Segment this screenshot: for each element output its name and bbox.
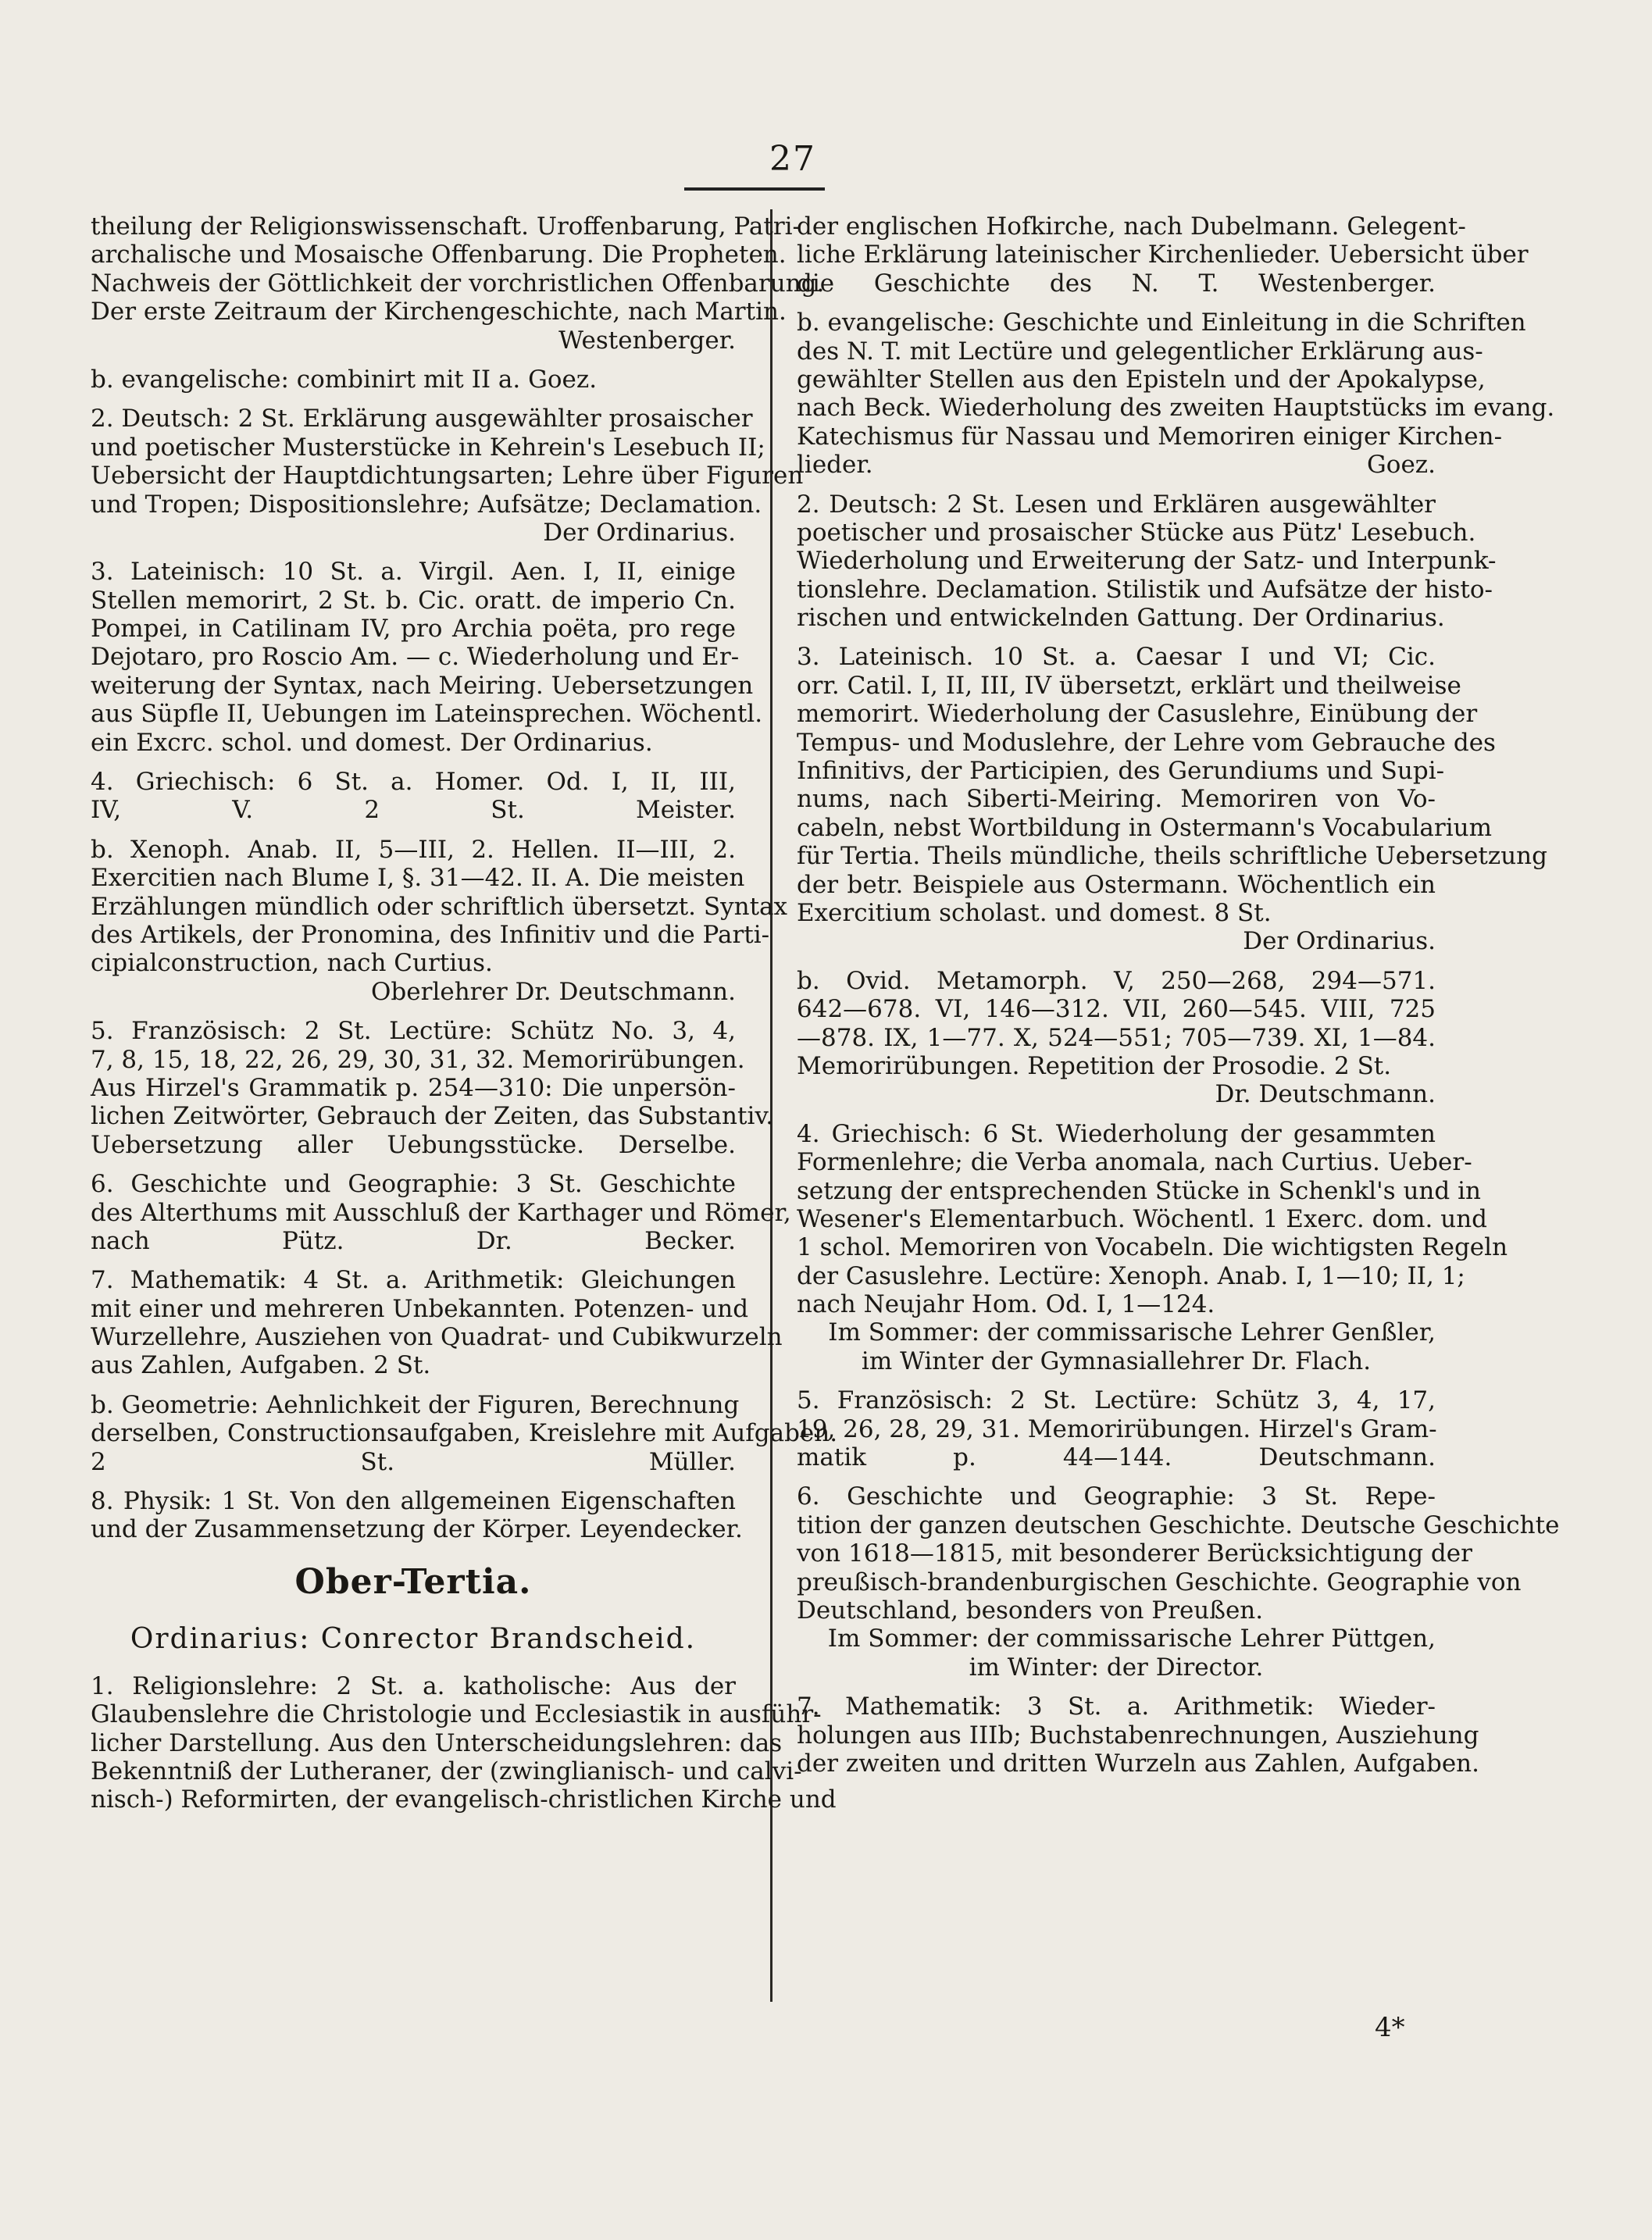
section-heading: Ober-Tertia. <box>294 1561 532 1602</box>
text-line: nach Beck. Wiederholung des zweiten Hauptstücks im evang. <box>797 394 1555 423</box>
sheet-signature: 4* <box>1375 2012 1405 2043</box>
paragraph <box>91 1671 837 1814</box>
text-line: preußisch-brandenburgischen Geschichte. Geographie von <box>797 1568 1522 1596</box>
text-line: poetischer und prosaischer Stücke aus Pütz' Lesebuch. <box>797 518 1476 547</box>
text-line: memorirt. Wiederholung der Casuslehre, Einübung der <box>797 700 1478 729</box>
text-line: 6. Geschichte und Geographie: 3 St. Geschichte <box>91 1170 736 1199</box>
text-line: Wiederholung und Erweiterung der Satz- und Interpunk- <box>797 547 1497 576</box>
text-line: des Alterthums mit Ausschluß der Karthager und Römer, <box>91 1198 791 1227</box>
text-line: lieder. Goez. <box>797 451 1436 480</box>
text-line: Pompei, in Catilinam IV, pro Archia poëta, pro rege <box>91 615 736 644</box>
text-line: Oberlehrer Dr. Deutschmann. <box>371 977 736 1006</box>
text-line: nums, nach Siberti-Meiring. Memoriren von Vo- <box>797 785 1436 814</box>
paragraph <box>797 490 1497 633</box>
text-line: und Tropen; Dispositionslehre; Aufsätze; Declamation. <box>91 490 762 519</box>
text-line: lichen Zeitwörter, Gebrauch der Zeiten, das Substantiv. <box>91 1102 774 1131</box>
text-line: 642—678. VI, 146—312. VII, 260—545. VIII, 725 <box>797 995 1436 1024</box>
text-line: 7. Mathematik: 3 St. a. Arithmetik: Wieder- <box>797 1692 1436 1721</box>
text-line: Glaubenslehre die Christologie und Ecclesiastik in ausführ- <box>91 1700 822 1729</box>
paragraph-gap <box>797 1682 1436 1692</box>
paragraph <box>797 212 1529 298</box>
text-line: 5. Französisch: 2 St. Lectüre: Schütz No. 3, 4, <box>91 1017 736 1046</box>
text-line: 1 schol. Memoriren von Vocabeln. Die wichtigsten Regeln <box>797 1233 1508 1262</box>
text-line: Nachweis der Göttlichkeit der vorchristlichen Offenbarung. <box>91 269 825 298</box>
text-line: Tempus- und Moduslehre, der Lehre vom Gebrauche des <box>797 728 1496 757</box>
text-line: Aus Hirzel's Grammatik p. 254—310: Die unpersön- <box>91 1073 736 1102</box>
text-line: 7, 8, 15, 18, 22, 26, 29, 30, 31, 32. Memorirübungen. <box>91 1045 745 1074</box>
text-line: —878. IX, 1—77. X, 524—551; 705—739. XI, 1—84. <box>797 1023 1436 1052</box>
text-line: b. Ovid. Metamorph. V, 250—268, 294—571. <box>797 966 1436 995</box>
text-line: 19, 26, 28, 29, 31. Memorirübungen. Hirzel's Gram- <box>797 1414 1437 1443</box>
text-line: 7. Mathematik: 4 St. a. Arithmetik: Gleichungen <box>91 1266 736 1295</box>
text-line: 3. Lateinisch. 10 St. a. Caesar I und VI; Cic. <box>797 643 1436 672</box>
text-line: 8. Physik: 1 St. Von den allgemeinen Eigenschaften <box>91 1487 736 1516</box>
text-line: tition der ganzen deutschen Geschichte. Deutsche Geschichte <box>797 1511 1560 1539</box>
text-line: IV, V. 2 St. Meister. <box>91 796 736 825</box>
text-line: 3. Lateinisch: 10 St. a. Virgil. Aen. I, II, einige <box>91 558 736 587</box>
text-line: holungen aus IIIb; Buchstabenrechnungen, Ausziehung <box>797 1721 1479 1750</box>
text-line: der zweiten und dritten Wurzeln aus Zahlen, Aufgaben. <box>797 1749 1479 1778</box>
paragraph-gap <box>91 1661 736 1672</box>
paragraph-gap <box>91 1255 736 1266</box>
text-line: Formenlehre; die Verba anomala, nach Curtius. Ueber- <box>797 1148 1472 1177</box>
text-line: Der Ordinarius. <box>1243 927 1436 956</box>
text-line: b. Xenoph. Anab. II, 5—III, 2. Hellen. II—III, 2. <box>91 835 736 864</box>
paragraph <box>797 1482 1560 1682</box>
right-column <box>797 212 1560 1778</box>
text-line: setzung der entsprechenden Stücke in Schenkl's und in <box>797 1176 1481 1205</box>
paragraph-gap <box>797 1109 1436 1120</box>
text-line: des Artikels, der Pronomina, des Infinitiv und die Parti- <box>91 920 770 949</box>
text-line: der englischen Hofkirche, nach Dubelmann. Gelegent- <box>797 212 1466 241</box>
text-line: im Winter der Gymnasiallehrer Dr. Flach. <box>861 1346 1372 1375</box>
text-line: Exercitium scholast. und domest. 8 St. <box>797 898 1272 927</box>
text-line: und poetischer Musterstücke in Kehrein's Lesebuch II; <box>91 433 765 462</box>
text-line: Der erste Zeitraum der Kirchengeschichte, nach Martin. <box>91 298 787 326</box>
text-line: tionslehre. Declamation. Stilistik und Aufsätze der histo- <box>797 575 1493 604</box>
text-line: die Geschichte des N. T. Westenberger. <box>797 269 1436 298</box>
text-line: Der Ordinarius. <box>543 518 736 547</box>
paragraph <box>797 1119 1508 1376</box>
text-line: nach Neujahr Hom. Od. I, 1—124. <box>797 1290 1215 1319</box>
text-line: für Tertia. Theils mündliche, theils schriftliche Uebersetzung <box>797 842 1547 871</box>
text-line: im Winter: der Director. <box>969 1653 1264 1682</box>
paragraph-gap <box>797 1375 1436 1386</box>
text-line: Stellen memorirt, 2 St. b. Cic. oratt. de imperio Cn. <box>91 586 736 615</box>
text-line: nach Pütz. Dr. Becker. <box>91 1226 736 1255</box>
paragraph <box>91 768 736 825</box>
text-line: cabeln, nebst Wortbildung in Ostermann's Vocabularium <box>797 813 1492 842</box>
text-line: 5. Französisch: 2 St. Lectüre: Schütz 3, 4, 17, <box>797 1386 1436 1415</box>
text-line: 6. Geschichte und Geographie: 3 St. Repe- <box>797 1482 1436 1511</box>
page-number-rule <box>684 187 825 191</box>
paragraph-gap <box>91 1544 736 1555</box>
paragraph <box>797 643 1547 956</box>
text-line: b. Geometrie: Aehnlichkeit der Figuren, Berechnung <box>91 1390 740 1419</box>
text-line: b. evangelische: Geschichte und Einleitung in die Schriften <box>797 309 1526 337</box>
text-line: Wesener's Elementarbuch. Wöchentl. 1 Exerc. dom. und <box>797 1204 1487 1233</box>
paragraph-gap <box>797 480 1436 490</box>
paragraph-gap <box>91 355 736 366</box>
paragraph-gap <box>91 1476 736 1487</box>
text-line: derselben, Constructionsaufgaben, Kreislehre mit Aufgaben. <box>91 1419 838 1448</box>
text-line: archalische und Mosaische Offenbarung. Die Propheten. <box>91 241 787 269</box>
text-line: der betr. Beispiele aus Ostermann. Wöchentlich ein <box>797 870 1436 899</box>
paragraph <box>797 1692 1479 1778</box>
paragraph-gap <box>91 825 736 836</box>
paragraph <box>91 835 788 1006</box>
text-line: Dr. Deutschmann. <box>1215 1080 1436 1109</box>
paragraph-gap <box>91 1159 736 1170</box>
paragraph-gap <box>797 1471 1436 1482</box>
paragraph <box>797 967 1436 1109</box>
paragraph-gap <box>91 1607 736 1618</box>
text-line: gewählter Stellen aus den Episteln und der Apokalypse, <box>797 365 1486 394</box>
paragraph <box>91 1266 783 1380</box>
text-line: mit einer und mehreren Unbekannten. Potenzen- und <box>91 1294 749 1323</box>
paragraph <box>797 309 1555 480</box>
text-line: Katechismus für Nassau und Memoriren einiger Kirchen- <box>797 422 1503 451</box>
text-line: 2. Deutsch: 2 St. Lesen und Erklären ausgewählter <box>797 490 1436 519</box>
text-line: b. evangelische: combinirt mit II a. Goez. <box>91 365 598 394</box>
paragraph <box>91 405 804 547</box>
text-line: Im Sommer: der commissarische Lehrer Püttgen, <box>827 1625 1436 1653</box>
text-line: Infinitivs, der Participien, des Gerundiums und Supi- <box>797 757 1445 786</box>
paragraph-gap <box>797 632 1436 643</box>
text-line: cipialconstruction, nach Curtius. <box>91 949 493 978</box>
page-number: 27 <box>769 139 816 179</box>
text-line: Memorirübungen. Repetition der Prosodie. 2 St. <box>797 1051 1392 1080</box>
text-line: der Casuslehre. Lectüre: Xenoph. Anab. I, 1—10; II, 1; <box>797 1261 1465 1290</box>
text-line: Deutschland, besonders von Preußen. <box>797 1596 1264 1625</box>
text-line: Uebersicht der Hauptdichtungsarten; Lehre über Figuren <box>91 462 804 490</box>
paragraph <box>91 1487 743 1544</box>
text-line: Erzählungen mündlich oder schriftlich übersetzt. Syntax <box>91 892 788 921</box>
text-line: Im Sommer: der commissarische Lehrer Genßler, <box>828 1318 1436 1347</box>
paragraph-gap <box>91 1006 736 1017</box>
paragraph-gap <box>797 298 1436 309</box>
text-line: theilung der Religionswissenschaft. Uroffenbarung, Patri- <box>91 212 801 241</box>
text-line: Wurzellehre, Ausziehen von Quadrat- und Cubikwurzeln <box>91 1323 783 1352</box>
text-line: aus Süpfle II, Uebungen im Lateinsprechen. Wöchentl. <box>91 700 763 729</box>
text-line: 2 St. Müller. <box>91 1447 736 1476</box>
text-line: Bekenntniß der Lutheraner, der (zwinglianisch- und calvi- <box>91 1757 802 1785</box>
text-line: rischen und entwickelnden Gattung. Der Ordinarius. <box>797 604 1445 633</box>
text-line: des N. T. mit Lectüre und gelegentlicher Erklärung aus- <box>797 337 1483 366</box>
text-line: 4. Griechisch: 6 St. a. Homer. Od. I, II, III, <box>91 768 736 797</box>
text-line: Westenberger. <box>558 326 736 355</box>
text-line: 1. Religionslehre: 2 St. a. katholische: Aus der <box>91 1671 736 1700</box>
text-line: Uebersetzung aller Uebungsstücke. Derselbe. <box>91 1130 736 1159</box>
text-line: orr. Catil. I, II, III, IV übersetzt, erklärt und theilweise <box>797 671 1461 700</box>
paragraph <box>91 1170 791 1255</box>
text-line: weiterung der Syntax, nach Meiring. Uebersetzungen <box>91 671 754 700</box>
paragraph <box>91 1390 838 1476</box>
left-column <box>91 212 838 1814</box>
paragraph-gap <box>91 394 736 405</box>
paragraph-gap <box>91 1380 736 1391</box>
paragraph-gap <box>797 956 1436 967</box>
text-line: Exercitien nach Blume I, §. 31—42. II. A. Die meisten <box>91 864 745 893</box>
paragraph <box>91 558 763 757</box>
section-subheading: Ordinarius: Conrector Brandscheid. <box>130 1622 697 1655</box>
text-line: 4. Griechisch: 6 St. Wiederholung der gesammten <box>797 1119 1436 1148</box>
paragraph <box>91 1017 774 1159</box>
text-line: aus Zahlen, Aufgaben. 2 St. <box>91 1351 431 1380</box>
text-line: matik p. 44—144. Deutschmann. <box>797 1443 1436 1472</box>
text-line: von 1618—1815, mit besonderer Berücksichtigung der <box>797 1539 1472 1568</box>
paragraph-gap <box>91 757 736 768</box>
paragraph <box>797 1386 1436 1471</box>
text-line: nisch-) Reformirten, der evangelisch-christlichen Kirche und <box>91 1785 837 1814</box>
text-line: licher Darstellung. Aus den Unterscheidungslehren: das <box>91 1728 783 1757</box>
text-line: ein Excrc. schol. und domest. Der Ordinarius. <box>91 728 653 757</box>
text-line: und der Zusammensetzung der Körper. Leyendecker. <box>91 1515 743 1544</box>
paragraph-gap <box>91 547 736 558</box>
text-line: Dejotaro, pro Roscio Am. — c. Wiederholung und Er- <box>91 643 740 672</box>
text-line: 2. Deutsch: 2 St. Erklärung ausgewählter prosaischer <box>91 405 753 433</box>
text-line: liche Erklärung lateinischer Kirchenlieder. Uebersicht über <box>797 241 1529 269</box>
paragraph <box>91 212 825 355</box>
paragraph <box>91 366 736 394</box>
